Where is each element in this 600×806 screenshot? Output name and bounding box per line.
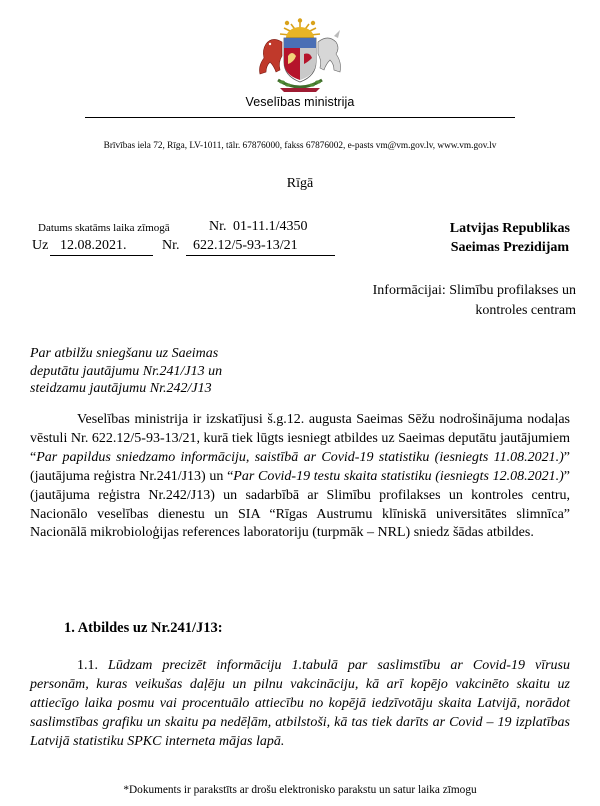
city-name: Rīgā (286, 176, 314, 191)
date-caption: Datums skatāms laika zīmogā (38, 222, 170, 234)
section-heading: 1. Atbildes uz Nr.241/J13: (64, 620, 223, 636)
p2-question-text: Lūdzam precizēt informāciju 1.tabulā par saslimstību ar Covid-19 vīrusu personām, kuras veikušas daļēju un pilnu vakcināciju, kā arī kopējo vakcinēto skaitu uz attiecīgo laika posmu vai procentuālo attiecību no kopējā iedzīvotāju skaita Latvijā, norādot saslimstības grafiku un skaitu pa nedēļām, atbilstoši, kā tas tiek darīts ar Covid – 19 izplatības Latvijā statistiku SPKC interneta mājas lapā. (30, 658, 570, 749)
body-paragraph-2 (30, 657, 570, 752)
addressee-line-1: Latvijas Republikas (449, 221, 570, 236)
addressee (450, 219, 570, 257)
body-paragraph-1 (30, 411, 570, 543)
our-number-label: Nr. (209, 219, 227, 234)
p2-number: 1.1. (77, 658, 109, 673)
ministry-name: Veselības ministrija (245, 95, 355, 109)
info-line-2: kontroles centram (475, 303, 576, 318)
info-recipient (321, 281, 576, 321)
subject-line-2: deputātu jautājumu Nr.241/J13 un (30, 363, 223, 379)
p1-question-2-title: Par Covid-19 testu skaita statistiku (iesniegts 12.08.2021.) (233, 468, 564, 484)
reference-date: 12.08.2021. (60, 238, 127, 253)
info-line-1: Informācijai: Slimību profilakses un (372, 283, 576, 298)
reference-number-underline (186, 255, 335, 256)
reference-number-label: Nr. (162, 238, 180, 253)
p1-text-c: ” (jautājuma reģistra Nr.241/J13) un “ (30, 449, 570, 484)
uz-label: Uz (32, 238, 49, 253)
subject-line-1: Par atbilžu sniegšanu uz Saeimas (30, 346, 219, 361)
coat-of-arms-emblem (250, 18, 350, 96)
our-number: 01-11.1/4350 (233, 219, 308, 234)
p1-text-a: Veselības ministrija ir izskatījusi š.g.12. augusta Saeimas Sēžu nodrošinājuma nodaļas vēstuli Nr. 622.12/5-93-13/21, kurā tiek lūgts iesniegt atbildes uz Saeimas deputātu jautājumiem “ (30, 412, 570, 465)
reference-number: 622.12/5-93-13/21 (193, 238, 298, 253)
p1-text-e: ” (jautājuma reģistra Nr.242/J13) un sadarbībā ar Slimību profilakses un kontroles centru, Nacionālo veselības dienestu un SIA “Rīgas Austrumu klīniskā universitātes slimnīca” Nacionālā mikrobioloģijas references laboratoriju (turpmāk – NRL) sniedz šādas atbildes. (30, 468, 570, 541)
contact-line: Brīvības iela 72, Rīga, LV-1011, tālr. 67876000, fakss 67876002, e-pasts vm@vm.gov.lv, www.vm.gov.lv (103, 141, 497, 151)
letter-subject (30, 345, 290, 398)
reference-date-underline (50, 255, 153, 256)
addressee-line-2: Saeimas Prezidijam (450, 240, 570, 255)
signature-footnote: *Dokuments ir parakstīts ar drošu elektronisko parakstu un satur laika zīmogu (123, 784, 477, 796)
subject-line-3: steidzamu jautājumu Nr.242/J13 (30, 381, 212, 397)
header-divider (85, 117, 515, 118)
p1-question-1-title: Par papildus sniedzamo informāciju, saistībā ar Covid-19 statistiku (iesniegts 11.08.2021.) (36, 449, 564, 465)
